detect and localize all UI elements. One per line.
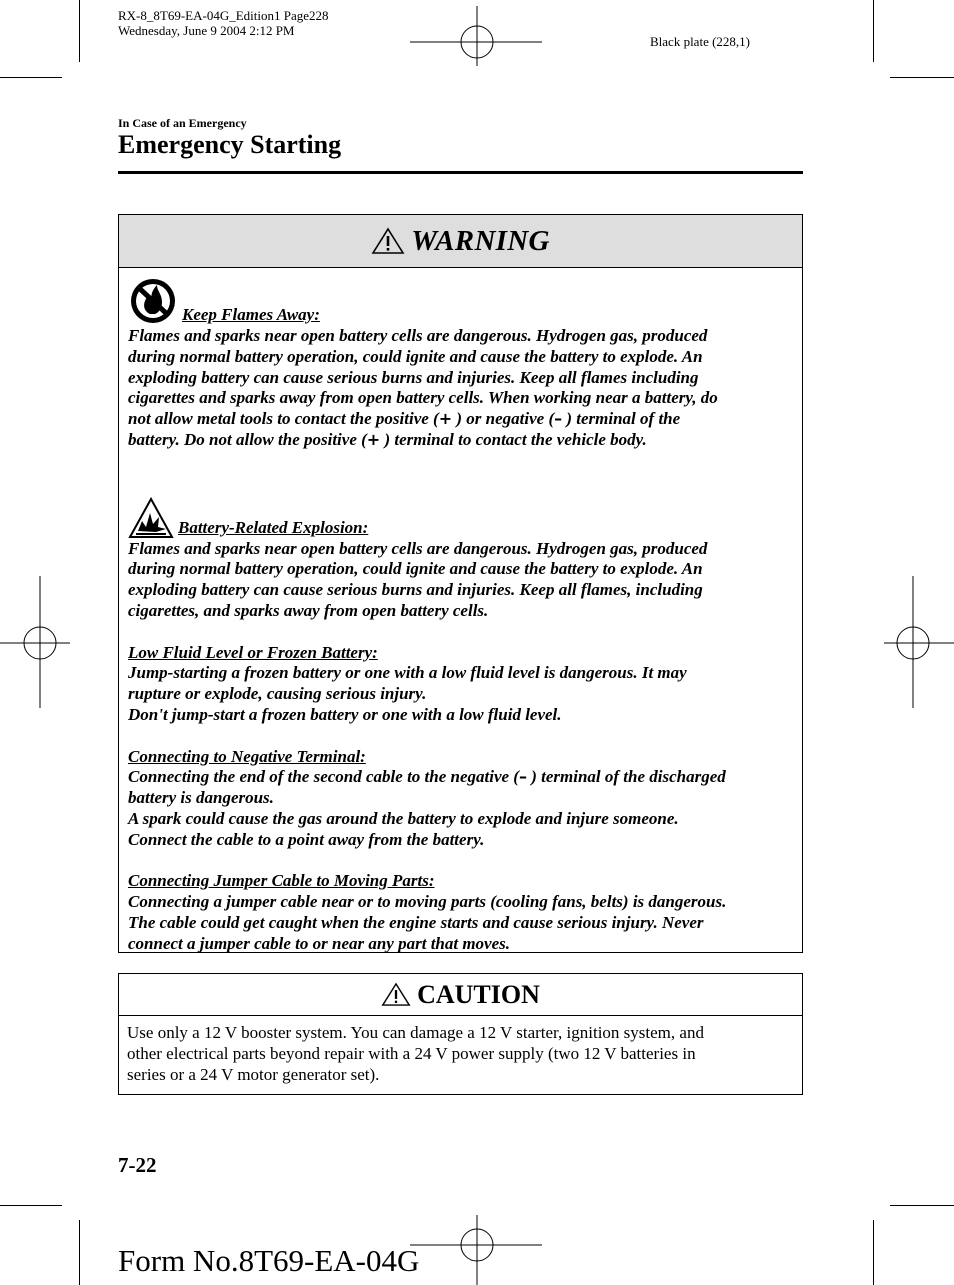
registration-mark-icon (410, 6, 542, 66)
caution-line: series or a 24 V motor generator set). (127, 1065, 380, 1084)
keep-flames-heading-row (128, 276, 793, 326)
warning-body (119, 268, 802, 955)
explosion-line: during normal battery operation, could ignite and cause the battery to explode. An (128, 559, 703, 579)
caution-title: CAUTION (417, 979, 540, 1009)
keep-flames-text: ) terminal of the (562, 409, 681, 429)
section-label: In Case of an Emergency (118, 116, 247, 130)
negative-terminal-text: ) terminal of the discharged (526, 767, 726, 787)
keep-flames-line: cigarettes and sparks away from open battery cells. When working near a battery, do (128, 388, 718, 408)
title-rule (118, 171, 803, 174)
print-header-date: Wednesday, June 9 2004 2:12 PM (118, 23, 295, 38)
keep-flames-line: Flames and sparks near open battery cells are dangerous. Hydrogen gas, produced (128, 326, 708, 345)
explosion-line: Flames and sparks near open battery cells are dangerous. Hydrogen gas, produced (128, 538, 708, 558)
negative-terminal-line: Connect the cable to a point away from the battery. (128, 829, 485, 849)
no-flames-icon (128, 276, 178, 326)
spacer (128, 451, 793, 472)
print-header-file: RX-8_8T69-EA-04G_Edition1 Page228 (118, 8, 329, 23)
negative-terminal-line: A spark could cause the gas around the battery to explode and injure someone. (128, 808, 679, 828)
keep-flames-line (128, 409, 793, 430)
explosion-line: exploding battery can cause serious burns and injuries. Keep all flames, including (128, 580, 703, 600)
moving-parts-line: connect a jumper cable to or near any part that moves. (128, 933, 511, 953)
low-fluid-heading: Low Fluid Level or Frozen Battery: (128, 642, 378, 662)
crop-mark (873, 1220, 874, 1285)
print-header (118, 8, 329, 38)
registration-mark-icon (884, 576, 954, 708)
spacer (128, 622, 793, 643)
crop-mark (0, 77, 62, 78)
keep-flames-line (128, 430, 793, 451)
positive-symbol: + (366, 429, 381, 449)
explosion-icon (128, 497, 174, 539)
caution-line: Use only a 12 V booster system. You can damage a 12 V starter, ignition system, and (127, 1023, 704, 1042)
low-fluid-line: rupture or explode, causing serious injury. (128, 684, 427, 704)
warning-header (119, 215, 802, 268)
crop-mark (79, 1220, 80, 1285)
explosion-heading: Battery-Related Explosion: (178, 517, 369, 537)
negative-symbol: – (518, 767, 527, 787)
negative-terminal-line (128, 767, 793, 788)
keep-flames-text: ) or negative ( (452, 409, 555, 429)
warning-box (118, 214, 803, 953)
moving-parts-line: Connecting a jumper cable near or to moving parts (cooling fans, belts) is dangerous. (128, 892, 727, 912)
caution-line: other electrical parts beyond repair with a 24 V power supply (two 12 V batteries in (127, 1044, 696, 1063)
page-number: 7-22 (118, 1153, 157, 1177)
keep-flames-heading: Keep Flames Away: (182, 305, 320, 325)
spacer (128, 472, 793, 497)
negative-terminal-line: battery is dangerous. (128, 788, 274, 808)
negative-terminal-text: Connecting the end of the second cable to the negative ( (128, 767, 519, 787)
caution-header (119, 974, 802, 1016)
negative-symbol: – (554, 409, 563, 429)
explosion-line: cigarettes, and sparks away from open battery cells. (128, 600, 489, 620)
crop-mark (890, 77, 954, 78)
low-fluid-line: Don't jump-start a frozen battery or one with a low fluid level. (128, 704, 562, 724)
warning-triangle-icon (381, 982, 411, 1007)
positive-symbol: + (438, 409, 453, 429)
explosion-heading-row (128, 497, 793, 539)
keep-flames-line: exploding battery can cause serious burns and injuries. Keep all flames including (128, 367, 699, 387)
low-fluid-line: Jump-starting a frozen battery or one with a low fluid level is dangerous. It may (128, 663, 687, 683)
negative-terminal-heading: Connecting to Negative Terminal: (128, 746, 366, 766)
crop-mark (890, 1205, 954, 1206)
keep-flames-line: during normal battery operation, could ignite and cause the battery to explode. An (128, 346, 703, 366)
spacer (128, 851, 793, 872)
keep-flames-text: not allow metal tools to contact the positive ( (128, 409, 439, 429)
spacer (128, 726, 793, 747)
keep-flames-text: ) terminal to contact the vehicle body. (380, 429, 647, 449)
crop-mark (79, 0, 80, 62)
crop-mark (873, 0, 874, 62)
moving-parts-heading: Connecting Jumper Cable to Moving Parts: (128, 871, 435, 891)
keep-flames-text: battery. Do not allow the positive ( (128, 429, 367, 449)
form-number: Form No.8T69-EA-04G (118, 1243, 420, 1278)
warning-title: WARNING (411, 224, 550, 257)
caution-body (119, 1016, 802, 1085)
crop-mark (0, 1205, 62, 1206)
registration-mark-icon (410, 1215, 542, 1285)
registration-mark-icon (0, 576, 70, 708)
page-title: Emergency Starting (118, 130, 342, 159)
plate-label: Black plate (228,1) (650, 34, 750, 49)
warning-triangle-icon (371, 227, 405, 255)
caution-box (118, 973, 803, 1095)
moving-parts-line: The cable could get caught when the engine starts and cause serious injury. Never (128, 912, 704, 932)
